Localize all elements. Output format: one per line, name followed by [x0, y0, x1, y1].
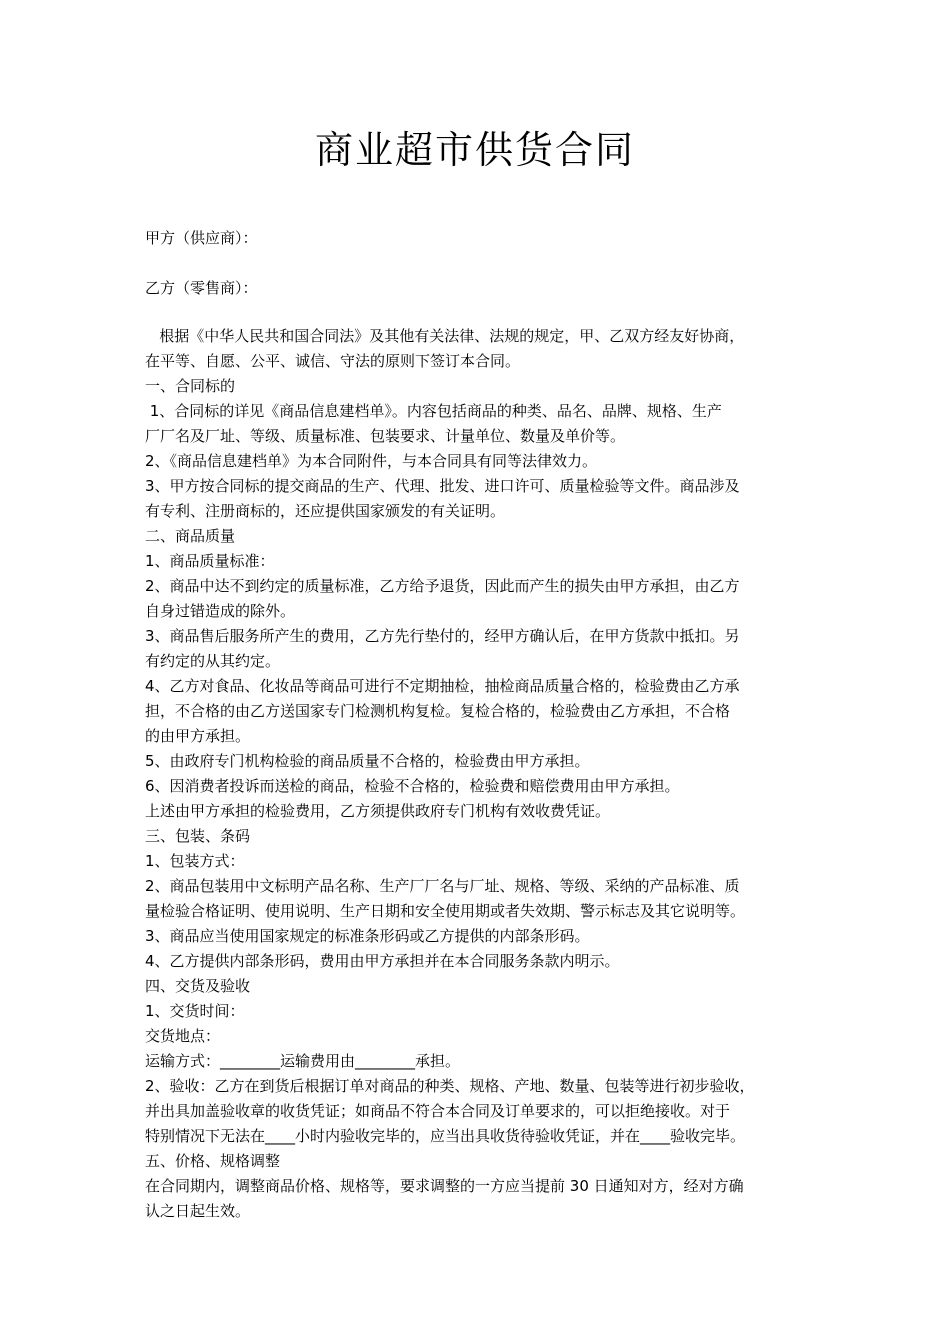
- contract-title: 商业超市供货合同: [314, 128, 635, 172]
- contract-line: 有专利、注册商标的，还应提供国家颁发的有关证明。: [145, 502, 506, 520]
- contract-line: 4、乙方提供内部条形码，费用由甲方承担并在本合同服务条款内明示。: [145, 952, 620, 970]
- contract-line: 2、商品包装用中文标明产品名称、生产厂厂名与厂址、规格、等级、采纳的产品标准、质: [145, 877, 740, 895]
- party-a-label: 甲方（供应商）：: [145, 229, 258, 247]
- contract-line: 四、交货及验收: [145, 977, 251, 995]
- contract-line: 3、商品应当使用国家规定的标准条形码或乙方提供的内部条形码。: [145, 927, 590, 945]
- contract-line: 二、商品质量: [145, 527, 236, 545]
- contract-line: 4、乙方对食品、化妆品等商品可进行不定期抽检，抽检商品质量合格的，检验费由乙方承: [145, 677, 740, 695]
- contract-line: 的由甲方承担。: [145, 727, 251, 745]
- contract-line: 一、合同标的: [145, 377, 236, 395]
- contract-line: 有约定的从其约定。: [145, 652, 281, 670]
- contract-line: 2、验收：乙方在到货后根据订单对商品的种类、规格、产地、数量、包装等进行初步验收，: [145, 1077, 755, 1095]
- contract-line: 1、合同标的详见《商品信息建档单》。内容包括商品的种类、品名、品牌、规格、生产: [145, 402, 722, 420]
- contract-line: 1、商品质量标准：: [145, 552, 275, 570]
- contract-line: 三、包装、条码: [145, 827, 251, 845]
- contract-line: 3、甲方按合同标的提交商品的生产、代理、批发、进口许可、质量检验等文件。商品涉及: [145, 477, 740, 495]
- contract-line: 五、价格、规格调整: [145, 1152, 281, 1170]
- contract-line: 交货地点：: [145, 1027, 221, 1045]
- contract-line: 在合同期内，调整商品价格、规格等，要求调整的一方应当提前 30 日通知对方，经对方确: [145, 1177, 744, 1195]
- contract-line: 量检验合格证明、使用说明、生产日期和安全使用期或者失效期、警示标志及其它说明等。: [145, 902, 746, 920]
- contract-line: 1、包装方式：: [145, 852, 245, 870]
- contract-line: 3、商品售后服务所产生的费用，乙方先行垫付的，经甲方确认后，在甲方货款中抵扣。另: [145, 627, 740, 645]
- contract-line: 2、《商品信息建档单》为本合同附件，与本合同具有同等法律效力。: [145, 452, 598, 470]
- contract-line: 在平等、自愿、公平、诚信、守法的原则下签订本合同。: [145, 352, 521, 370]
- contract-line: 运输方式：________运输费用由________承担。: [145, 1052, 461, 1070]
- contract-line: 1、交货时间：: [145, 1002, 245, 1020]
- contract-line: 特别情况下无法在____小时内验收完毕的，应当出具收货待验收凭证，并在____验收完毕。: [145, 1127, 746, 1145]
- contract-line: 厂厂名及厂址、等级、质量标准、包装要求、计量单位、数量及单价等。: [145, 427, 626, 445]
- contract-line: 5、由政府专门机构检验的商品质量不合格的，检验费由甲方承担。: [145, 752, 590, 770]
- contract-line: 2、商品中达不到约定的质量标准，乙方给予退货，因此而产生的损失由甲方承担，由乙方: [145, 577, 740, 595]
- contract-line: 自身过错造成的除外。: [145, 602, 296, 620]
- contract-line: 6、因消费者投诉而送检的商品，检验不合格的，检验费和赔偿费用由甲方承担。: [145, 777, 680, 795]
- contract-line: 上述由甲方承担的检验费用，乙方须提供政府专门机构有效收费凭证。: [145, 802, 611, 820]
- contract-line: 并出具加盖验收章的收货凭证；如商品不符合本合同及订单要求的，可以拒绝接收。对于: [145, 1102, 731, 1120]
- contract-body: [145, 324, 825, 1224]
- contract-line: 根据《中华人民共和国合同法》及其他有关法律、法规的规定，甲、乙双方经友好协商，: [145, 327, 745, 345]
- contract-line: 认之日起生效。: [145, 1202, 251, 1220]
- party-b-label: 乙方（零售商）：: [145, 279, 258, 297]
- contract-line: 担，不合格的由乙方送国家专门检测机构复检。复检合格的，检验费由乙方承担，不合格: [145, 702, 731, 720]
